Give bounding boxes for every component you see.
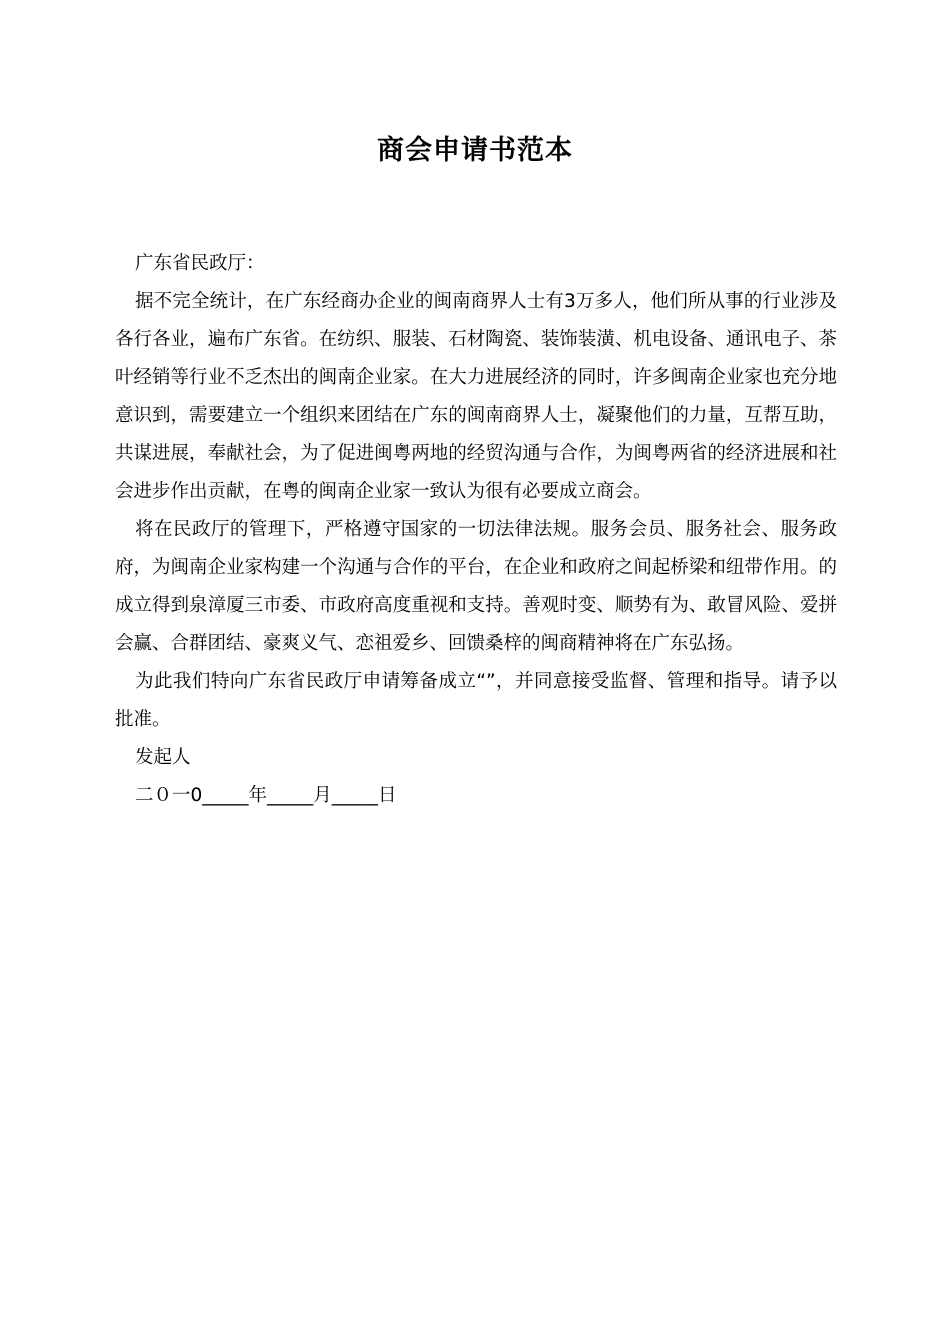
document-title: 商会申请书范本 <box>377 135 573 166</box>
date-line: 二０一0_____年_____月_____日 <box>135 785 397 806</box>
salutation: 广东省民政厅： <box>135 253 265 274</box>
paragraph-request: 为此我们特向广东省民政厅申请筹备成立“”，并同意接受监督、管理和指导。请予以批准。 <box>115 671 837 730</box>
paragraph-purpose: 将在民政厅的管理下，严格遵守国家的一切法律法规。服务会员、服务社会、服务政府，为闽南企业家构建一个沟通与合作的平台，在企业和政府之间起桥梁和纽带作用。的成立得到泉漳厦三市委、市政府高度重视和支持。善观时变、顺势有为、敢冒风险、爱拼会赢、合群团结、豪爽义气、恋祖爱乡、回馈桑梓的闽商精神将在广东弘扬。 <box>115 519 837 654</box>
paragraph-background: 据不完全统计，在广东经商办企业的闽南商界人士有3万多人，他们所从事的行业涉及各行各业，遍布广东省。在纺织、服装、石材陶瓷、装饰装潢、机电设备、通讯电子、茶叶经销等行业不乏杰出的闽南企业家。在大力进展经济的同时，许多闽南企业家也充分地意识到，需要建立一个组织来团结在广东的闽南商界人士，凝聚他们的力量，互帮互助，共谋进展，奉献社会，为了促进闽粤两地的经贸沟通与合作，为闽粤两省的经济进展和社会进步作出贡献，在粤的闽南企业家一致认为很有必要成立商会。 <box>115 291 837 502</box>
document-body <box>115 245 837 815</box>
signatory: 发起人 <box>135 747 191 768</box>
